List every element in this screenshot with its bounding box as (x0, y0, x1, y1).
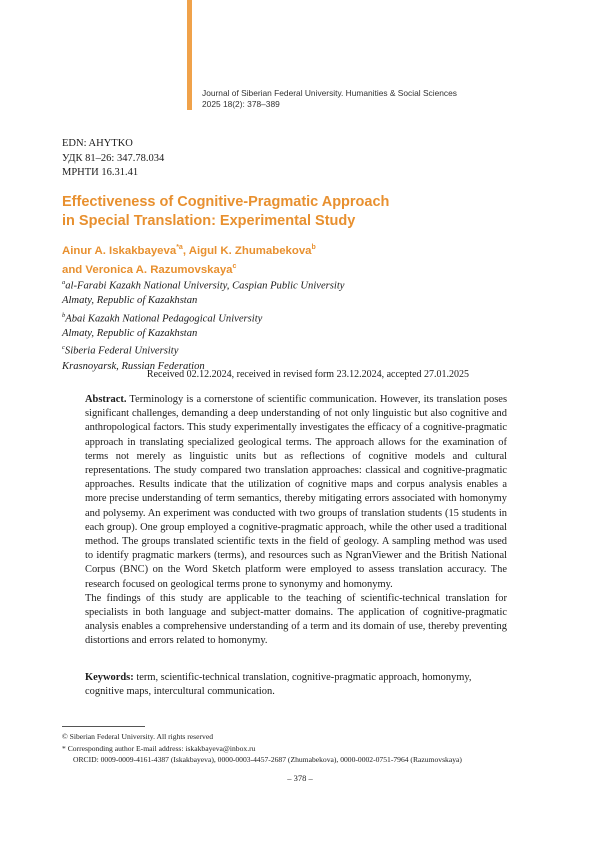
author-1: Ainur A. Iskakbayeva (62, 244, 177, 257)
affil-mark: b (62, 311, 66, 319)
affiliations (62, 276, 345, 374)
affil-mark: c (62, 344, 65, 352)
keywords-text: term, scientific-technical translation, cognitive-pragmatic approach, homonymy, cognitive maps, intercultural communication. (85, 672, 472, 698)
mrnti-code: МРНТИ 16.31.41 (62, 167, 139, 178)
affiliation-place: Almaty, Republic of Kazakhstan (62, 295, 198, 307)
journal-title: Journal of Siberian Federal University. Humanities & Social Sciences (202, 88, 457, 98)
received-dates: Received 02.12.2024, received in revised form 23.12.2024, accepted 27.01.2025 (146, 369, 470, 380)
classification-codes (62, 137, 164, 181)
author-3-mark: c (232, 263, 237, 271)
corresponding-author-note: * Corresponding author E-mail address: iskakbayeva@inbox.ru (62, 743, 256, 753)
author-2-mark: b (311, 244, 316, 251)
abstract-label: Abstract. (85, 394, 127, 405)
affiliation-org: al-Farabi Kazakh National University, Caspian Public University (65, 280, 345, 292)
orcid-note: ORCID: 0009-0009-4161-4387 (Iskakbayeva), 0000-0003-4457-2687 (Zhumabekova), 0000-0002-0751-7964 (Razumovskaya) (73, 755, 462, 764)
copyright-note: © Siberian Federal University. All rights reserved (62, 732, 213, 741)
journal-issue: 2025 18(2): 378–389 (202, 99, 280, 109)
affiliation-org: Abai Kazakh National Pedagogical University (65, 313, 263, 325)
affiliation-place: Krasnoyarsk, Russian Federation (62, 360, 205, 372)
header-accent-bar (187, 0, 192, 110)
abstract-paragraph-2: The findings of this study are applicable to the teaching of scientific-technical translation for specialists in both language and subject-matter domains. The application of cognitive-pragmatic analysis enables a comprehensive understanding of a term and its domain of use, thereby preventing distortions and errors related to homonymy. (85, 592, 507, 647)
footnotes (62, 731, 462, 766)
author-3: and Veronica A. Razumovskaya (62, 264, 233, 277)
affiliation-place: Almaty, Republic of Kazakhstan (62, 327, 198, 339)
page-number: – 378 – (287, 773, 313, 783)
author-1-mark: *a (176, 244, 183, 251)
abstract-paragraph-1: Terminology is a cornerstone of scientific communication. However, its translation poses significant challenges, demanding a deep understanding of not only linguistic but also cognitive and anthropological factors. This study experimentally investigates the efficacy of a cognitive-pragmatic approach in translating specialized geological terms. The approach allows for the examination of terms not merely as linguistic units but as reflections of cognitive models and cultural representations. The study compared two translation approaches: classical and cognitive-pragmatic approaches. Results indicate that the utilization of cognitive maps and corpus analysis enables a more precise understanding of term semantics, thereby mitigating errors associated with homonymy and polysemy. An experiment was conducted with two groups of translation students (15 students in each group). One group employed a cognitive-pragmatic approach, while the other used a traditional method. The groups translated scientific texts in the field of geology. A sampling method was used to identify pragmatic markers (terms), and resources such as NgranViewer and the British National Corpus (BNC) on the Word Sketch platform were employed to assess translation accuracy. The research focused on geological terms prone to synonymy and homonymy. (85, 394, 508, 590)
author-list: Ainur A. Iskakbayeva$^{*a}$, Aigul K. Zhumabekova$^b$ and Veronica A. Razumovskaya$^c$ (62, 244, 316, 277)
keywords-label: Keywords: (85, 672, 134, 683)
affiliation-org: Siberia Federal University (64, 345, 179, 357)
keywords (85, 671, 507, 699)
udk-code: УДК 81–26: 347.78.034 (62, 152, 165, 164)
abstract (85, 393, 507, 649)
footnote-divider (62, 726, 145, 727)
journal-header (202, 88, 457, 110)
title-line-2: in Special Translation: Experimental Study (62, 213, 356, 229)
article-title (62, 193, 389, 231)
title-line-1: Effectiveness of Cognitive-Pragmatic Approach (62, 194, 390, 210)
author-2: Aigul K. Zhumabekova (188, 244, 312, 257)
edn-code: EDN: AHYTKO (62, 138, 133, 149)
affil-mark: a (62, 279, 66, 286)
